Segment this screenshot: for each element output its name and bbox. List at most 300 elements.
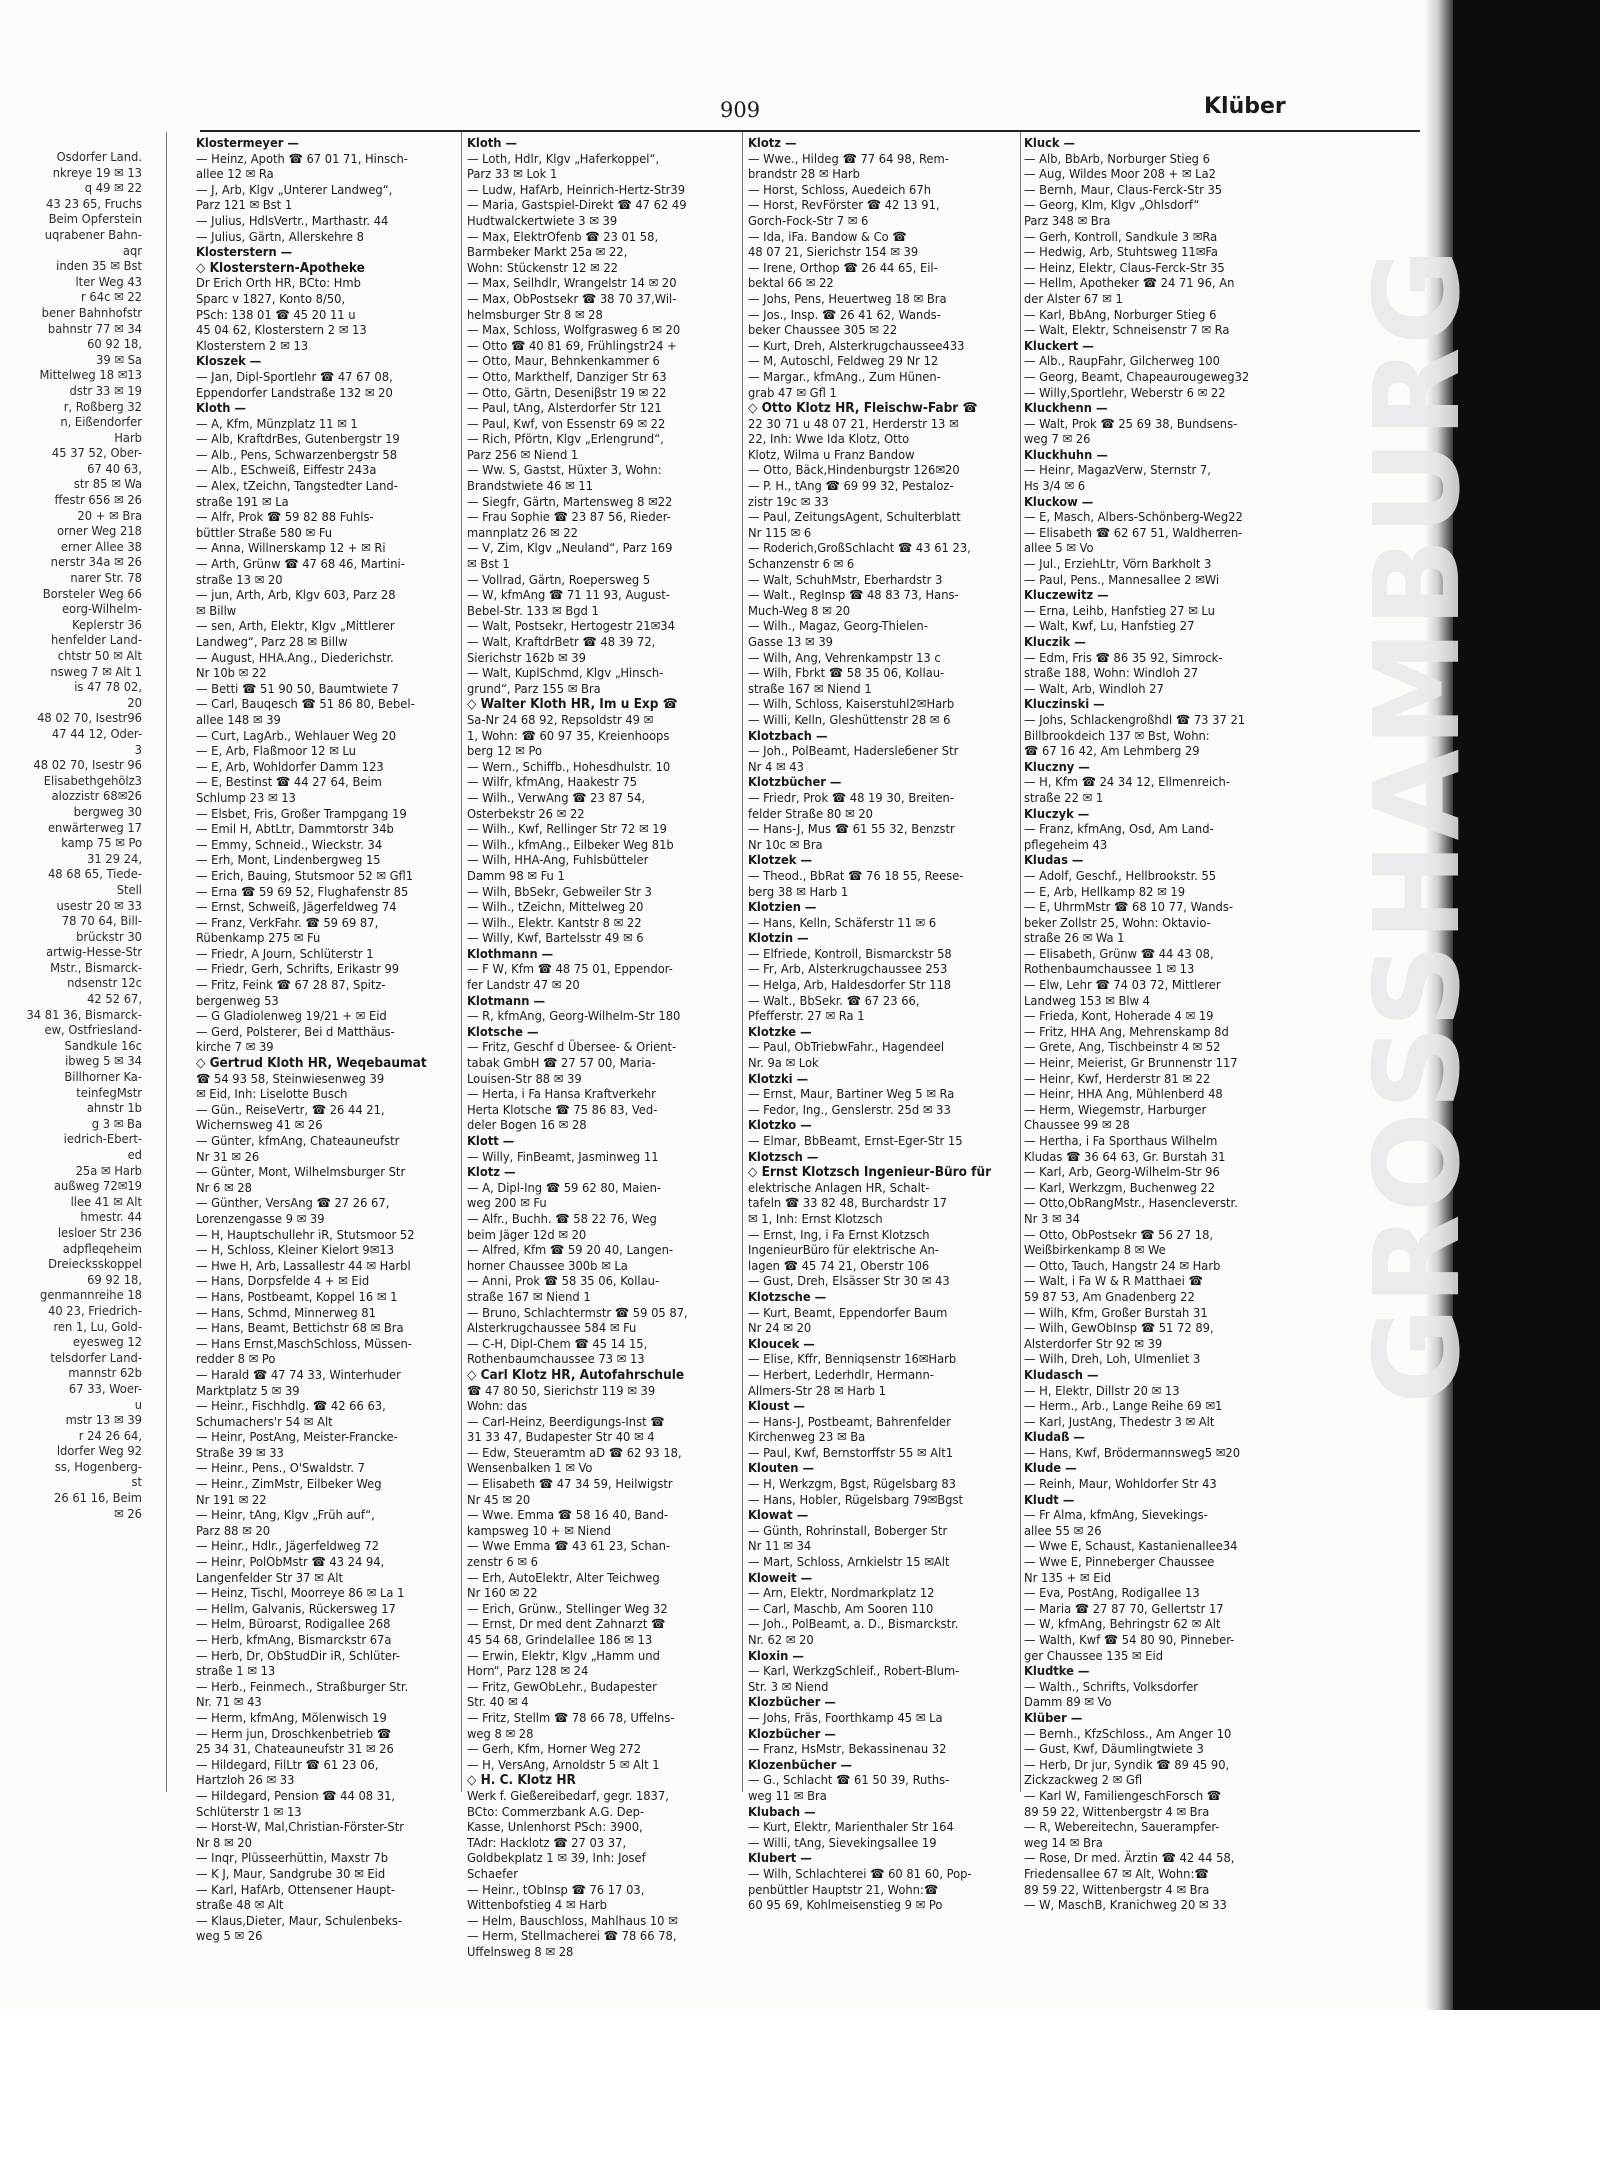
directory-entry-line: Parz 33 ✉ Lok 1 [467,167,558,183]
left-page-fragment-line: uqrabener Bahn- [44,227,142,243]
left-page-fragment-line: teinfegMstr [76,1085,142,1101]
surname-heading: Klotzbach — [748,728,828,744]
header-rule [200,130,1420,132]
directory-entry-line: Goldbekplatz 1 ✉ 39, Inh: Josef [467,1851,646,1867]
directory-entry-line: Nr 6 ✉ 28 [196,1180,252,1196]
directory-column-4 [1024,136,1292,1914]
directory-entry-line: — Theod., BbRat ☎ 76 18 55, Reese- [748,868,964,884]
directory-entry-line: Klotz, Wilma u Franz Bandow [748,447,915,463]
directory-entry-line: — Heinr, tAng, Klgv „Früh auf“, [196,1508,375,1524]
directory-entry-line: — Elise, Kffr, Benniqsenstr 16✉Harb [748,1352,957,1368]
directory-entry-line: — Hedwig, Arb, Stuhtsweg 11✉Fa [1024,245,1218,261]
directory-entry-line: — Hans, Hobler, Rügelsbarg 79✉Bgst [748,1492,963,1508]
directory-entry-line: Friedensallee 67 ✉ Alt, Wohn:☎ [1024,1866,1209,1882]
directory-entry-line: allee 12 ✉ Ra [196,167,274,183]
directory-entry-line: ◇ Otto Klotz HR, Fleischw-Fabr ☎ [748,400,978,417]
directory-entry-line: — Elisabeth ☎ 62 67 51, Waldherren- [1024,525,1243,541]
directory-entry-line: — Karl, Werkzgm, Buchenweg 22 [1024,1180,1216,1196]
directory-entry-line: — Karl, BbAng, Norburger Stieg 6 [1024,307,1217,323]
directory-entry-line: — Erh, AutoElektr, Alter Teichweg [467,1570,660,1586]
directory-entry-line: Klosterstern 2 ✉ 13 [196,338,309,354]
surname-heading: Klothmann — [467,946,554,962]
directory-entry-line: — Herb., Feinmech., Straßburger Str. [196,1679,409,1695]
directory-entry-line: — Ww. S, Gastst, Hüxter 3, Wohn: [467,463,662,479]
surname-heading: Kludt — [1024,1492,1075,1508]
left-page-fragment-line: 20 [127,695,142,711]
directory-entry-line: — Willi, tAng, Sievekingsallee 19 [748,1835,937,1851]
directory-entry-line: — Hans, Kelln, Schäferstr 11 ✉ 6 [748,915,937,931]
directory-entry-line: — Herbert, Lederhdlr, Hermann- [748,1367,934,1383]
directory-entry-line: — Bruno, Schlachtermstr ☎ 59 05 87, [467,1305,688,1321]
directory-entry-line: — Alfr., Buchh. ☎ 58 22 76, Weg [467,1211,657,1227]
directory-entry-line: — Willy, Kwf, Bartelsstr 49 ✉ 6 [467,931,644,947]
directory-entry-line: — H, VersAng, Arnoldstr 5 ✉ Alt 1 [467,1757,660,1773]
directory-entry-line: deler Bogen 16 ✉ 28 [467,1118,587,1134]
directory-entry-line: — Walt, Elektr, Schneisenstr 7 ✉ Ra [1024,323,1230,339]
directory-entry-line: — Arn, Elektr, Nordmarkplatz 12 [748,1586,935,1602]
directory-entry-line: ✉ Eid, Inh: Liselotte Busch [196,1087,348,1103]
directory-entry-line: Nr 191 ✉ 22 [196,1492,267,1508]
directory-entry-line: zistr 19c ✉ 33 [748,494,829,510]
directory-entry-line: Straße 39 ✉ 33 [196,1445,284,1461]
surname-heading: Klotzki — [748,1071,809,1087]
directory-entry-line: — Walt, Postsekr, Hertogestr 21✉34 [467,619,675,635]
directory-entry-line: Nr 135 + ✉ Eid [1024,1570,1112,1586]
directory-entry-line: — Wilh, HHA-Ang, Fuhlsbütteler [467,853,649,869]
directory-entry-line: — Ernst, Dr med dent Zahnarzt ☎ [467,1617,666,1633]
left-page-fragment-line: aqr [122,243,142,259]
directory-entry-line: — August, HHA.Ang., Diederichstr. [196,650,394,666]
directory-entry-line: — Curt, LagArb., Wehlauer Weg 20 [196,728,397,744]
directory-entry-line: Sierichstr 162b ✉ 39 [467,650,586,666]
directory-entry-line: straße 48 ✉ Alt [196,1898,284,1914]
page-number: 909 [720,98,761,122]
directory-entry-line: — Jul., ErziehLtr, Vörn Barkholt 3 [1024,557,1212,573]
left-page-fragment-line: ndsenstr 12c [67,976,142,992]
left-page-fragment-line: 60 92 18, [87,337,142,353]
left-page-fragment-line: 48 02 70, Isestr96 [37,711,142,727]
left-page-fragment-line: ffestr 656 ✉ 26 [54,493,142,509]
directory-entry-line: Schaefer [467,1866,518,1882]
surname-heading: Kluczewitz — [1024,588,1109,604]
directory-entry-line: — Kurt, Beamt, Eppendorfer Baum [748,1305,948,1321]
surname-heading: Klott — [467,1134,515,1149]
directory-entry-line: — sen, Arth, Elektr, Klgv „Mittlerer [196,619,395,635]
directory-entry-line: — Günther, VersAng ☎ 27 26 67, [196,1196,390,1212]
left-page-fragment-line: 31 29 24, [87,851,142,867]
directory-entry-line: 89 59 22, Wittenbergstr 4 ✉ Bra [1024,1882,1210,1898]
directory-entry-line: — Karl, Arb, Georg-Wilhelm-Str 96 [1024,1165,1220,1181]
directory-entry-line: Wensenbalken 1 ✉ Vo [467,1461,593,1477]
directory-entry-line: — Heinz, Elektr, Claus-Ferck-Str 35 [1024,260,1225,276]
directory-entry-line: 25 34 31, Chateauneufstr 31 ✉ 26 [196,1742,394,1758]
surname-heading: Klouten — [748,1461,815,1477]
surname-heading: Klotzbücher — [748,775,842,791]
directory-entry-line: Eppendorfer Landstraße 132 ✉ 20 [196,385,393,401]
directory-entry-line: — Walt., BbSekr. ☎ 67 23 66, [748,993,920,1009]
surname-heading: Kluckhuhn — [1024,447,1108,463]
directory-entry-line: — R, Webereitechn, Sauerampfer- [1024,1820,1220,1836]
left-page-fragment-line: usestr 20 ✉ 33 [56,898,142,914]
surname-heading: Kludasch — [1024,1367,1099,1383]
column-separator [461,132,462,1792]
surname-heading: Klubert — [748,1851,812,1867]
directory-entry-line: ◇ Ernst Klotzsch Ingenieur-Büro für [748,1164,992,1181]
directory-entry-line: — Maria, Gastspiel-Direkt ☎ 47 62 49 [467,198,687,214]
directory-entry-line: Nr 31 ✉ 26 [196,1149,260,1165]
left-page-fragment-line: Billhorner Ka- [64,1070,142,1086]
directory-entry-line: — Bernh, Maur, Claus-Ferck-Str 35 [1024,182,1223,198]
surname-heading: Kludas — [1024,853,1084,869]
left-page-fragment-line: artwig-Hesse-Str [46,945,142,961]
directory-entry-line: 1, Wohn: ☎ 60 97 35, Kreienhoops [467,728,670,744]
directory-entry-line: grab 47 ✉ Gfl 1 [748,385,837,401]
directory-entry-line: Rübenkamp 275 ✉ Fu [196,931,321,947]
directory-entry-line: — Willy,Sportlehr, Weberstr 6 ✉ 22 [1024,385,1226,401]
directory-entry-line: — Walth., Schrifts, Volksdorfer [1024,1679,1199,1695]
surname-heading: Klotzko — [748,1118,812,1134]
running-head: Klüber [1204,94,1286,119]
left-page-fragment-line: henfelder Land- [50,633,142,649]
directory-entry-line: Chaussee 99 ✉ 28 [1024,1118,1130,1134]
directory-entry-line: horner Chaussee 300b ✉ La [467,1258,628,1274]
directory-entry-line: — Fritz, Geschf d Übersee- & Orient- [467,1040,677,1056]
directory-entry-line: Hudtwalckertwiete 3 ✉ 39 [467,213,618,229]
directory-entry-line: — Heinr., Fischhdlg. ☎ 42 66 63, [196,1399,386,1415]
left-page-fragment-line: nsweg 7 ✉ Alt 1 [50,664,142,680]
directory-entry-line: — Karl W, FamiliengeschForsch ☎ [1024,1788,1222,1804]
directory-entry-line: — Walt, Kwf, Lu, Hanfstieg 27 [1024,619,1195,635]
directory-entry-line: BCto: Commerzbank A.G. Dep- [467,1804,645,1820]
directory-entry-line: beker Chaussee 305 ✉ 22 [748,323,898,339]
directory-entry-line: — Otto ☎ 40 81 69, Frühlingstr24 + [467,338,677,354]
directory-entry-line: — Walt, SchuhMstr, Eberhardstr 3 [748,572,943,588]
left-page-fragment-line: 47 44 12, Oder- [51,726,142,742]
directory-entry-line: bektal 66 ✉ 22 [748,276,834,292]
directory-entry-line: Nr 8 ✉ 20 [196,1835,252,1851]
directory-entry-line: Damm 98 ✉ Fu 1 [467,868,565,884]
directory-entry-line: — P. H., tAng ☎ 69 99 32, Pestaloz- [748,479,954,495]
directory-entry-line: — Fedor, Ing., Genslerstr. 25d ✉ 33 [748,1102,951,1118]
directory-entry-line: — Franz, HsMstr, Bekassinenau 32 [748,1742,947,1758]
directory-entry-line: der Alster 67 ✉ 1 [1024,291,1123,307]
directory-entry-line: Nr 3 ✉ 34 [1024,1211,1080,1227]
directory-entry-line: weg 200 ✉ Fu [467,1196,547,1212]
surname-heading: Klotz — [748,136,797,151]
directory-entry-line: Nr 10c ✉ Bra [748,837,823,853]
directory-entry-line: — Heinz, Apoth ☎ 67 01 71, Hinsch- [196,151,408,167]
directory-entry-line: straße 188, Wohn: Windloh 27 [1024,666,1199,682]
directory-entry-line: Schumachers'r 54 ✉ Alt [196,1414,333,1430]
directory-entry-line: — Karl, WerkzgSchleif., Robert-Blum- [748,1664,960,1680]
directory-entry-line: — H, Hauptschullehr iR, Stutsmoor 52 [196,1227,415,1243]
directory-entry-line: Uffelnsweg 8 ✉ 28 [467,1944,574,1960]
directory-entry-line: Schlüterstr 1 ✉ 13 [196,1804,302,1820]
directory-entry-line: — Herb, kfmAng, Bismarckstr 67a [196,1633,392,1648]
left-page-fragment-line: 39 ✉ Sa [96,352,142,368]
directory-entry-line: — Carl, Maschb, Am Sooren 110 [748,1601,934,1617]
directory-entry-line: — Eva, PostAng, Rodigallee 13 [1024,1586,1200,1602]
directory-entry-line: — Hans Ernst,MaschSchloss, Müssen- [196,1336,412,1352]
directory-entry-line: — V, Zim, Klgv „Neuland“, Parz 169 [467,541,673,557]
directory-entry-line: — Walth, Kwf ☎ 54 80 90, Pinneber- [1024,1633,1235,1648]
directory-entry-line: lagen ☎ 45 74 21, Oberstr 106 [748,1258,930,1274]
directory-entry-line: — Bernh., KfzSchloss., Am Anger 10 [1024,1726,1232,1742]
directory-entry-line: ger Chaussee 135 ✉ Eid [1024,1648,1164,1664]
surname-heading: Klotsche — [467,1024,539,1040]
directory-entry-line: — E, Arb, Hellkamp 82 ✉ 19 [1024,884,1186,900]
directory-entry-line: weg 11 ✉ Bra [748,1788,827,1804]
directory-entry-line: — Johs, Schlackengroßhdl ☎ 73 37 21 [1024,712,1246,728]
left-page-fragment-line: n, Eißendorfer [60,415,142,431]
directory-entry-line: — Paul, Pens., Mannesallee 2 ✉Wi [1024,572,1220,588]
directory-entry-line: — Margar., kfmAng., Zum Hünen- [748,369,941,385]
directory-entry-line: penbüttler Hauptstr 21, Wohn:☎ [748,1882,939,1898]
directory-entry-line: — Wern., Schiffb., Hohesdhulstr. 10 [467,759,671,775]
directory-entry-line: — Alb, BbArb, Norburger Stieg 6 [1024,151,1210,167]
column-separator [742,132,743,1792]
directory-entry-line: helmsburger Str 8 ✉ 28 [467,307,603,323]
directory-entry-line: — Otto,ObRangMstr., Hasencleverstr. [1024,1196,1238,1212]
directory-entry-line: Much-Weg 8 ✉ 20 [748,603,851,619]
directory-entry-line: berg 12 ✉ Po [467,744,543,760]
directory-entry-line: Sparc v 1827, Konto 8/50, [196,291,346,307]
directory-entry-line: — H, Elektr, Dillstr 20 ✉ 13 [1024,1383,1180,1399]
directory-entry-line: — H, Werkzgm, Bgst, Rügelsbarg 83 [748,1477,956,1493]
directory-entry-line: Kludas ☎ 36 64 63, Gr. Burstah 31 [1024,1149,1226,1165]
directory-entry-line: — Edw, Steueramtm aD ☎ 62 93 18, [467,1445,682,1461]
directory-entry-line: ◇ H. C. Klotz HR [467,1772,576,1789]
surname-heading: Kludaß — [1024,1430,1085,1446]
directory-entry-line: — Horst-W, Mal,Christian-Förster-Str [196,1820,404,1836]
directory-entry-line: Nr 11 ✉ 34 [748,1539,812,1555]
directory-entry-line: — Georg, Klm, Klgv „Ohlsdorf“ [1024,198,1200,214]
directory-entry-line: — Wilh., Magaz, Georg-Thielen- [748,619,928,635]
directory-entry-line: — Walt, KuplSchmd, Klgv „Hinsch- [467,666,664,682]
directory-entry-line: straße 22 ✉ 1 [1024,790,1104,806]
directory-entry-line: Wichernsweg 41 ✉ 26 [196,1118,323,1134]
directory-entry-line: — Friedr, A Journ, Schlüterstr 1 [196,946,374,962]
directory-entry-line: — Wilh, Fbrkt ☎ 58 35 06, Kollau- [748,666,945,682]
directory-entry-line: Damm 89 ✉ Vo [1024,1695,1112,1711]
directory-entry-line: — Max, Seilhdlr, Wrangelstr 14 ✉ 20 [467,276,677,292]
directory-entry-line: straße 1 ✉ 13 [196,1664,276,1680]
directory-entry-line: — W, MaschB, Kranichweg 20 ✉ 33 [1024,1898,1227,1914]
directory-entry-line: ✉ Billw [196,603,237,619]
directory-entry-line: — E, Masch, Albers-Schönberg-Weg22 [1024,510,1243,526]
left-page-fragment-line: 48 68 65, Tiede- [47,867,142,883]
directory-entry-line: — Joh., PolBeamt, Hadersleбener Str [748,744,959,760]
directory-entry-line: Landweg“, Parz 28 ✉ Billw [196,635,348,650]
directory-entry-line: — Frieda, Kont, Hoherade 4 ✉ 19 [1024,1009,1214,1025]
spine-title [1348,844,1486,1404]
surname-heading: Klotzke — [748,1024,812,1040]
directory-entry-line: — Arth, Grünw ☎ 47 68 46, Martini- [196,557,405,573]
surname-heading: Kloxin — [748,1648,804,1664]
directory-entry-line: — Klaus,Dieter, Maur, Schulenbeks- [196,1913,403,1929]
directory-entry-line: Lorenzengasse 9 ✉ 39 [196,1211,325,1227]
surname-heading: Klubach — [748,1804,816,1820]
directory-entry-line: — Carl, Bauqesch ☎ 51 86 80, Bebel- [196,697,415,713]
left-page-fragment-line: 42 52 67, [87,992,142,1008]
directory-entry-line: — Paul, ObTriebwFahr., Hagendeel [748,1040,945,1056]
left-page-fragment-line: nerstr 34a ✉ 26 [50,555,142,571]
directory-entry-line: Wohn: Stückenstr 12 ✉ 22 [467,260,619,276]
directory-entry-line: — E, Arb, Wohldorfer Damm 123 [196,759,384,775]
directory-entry-line: — Paul, tAng, Alsterdorfer Str 121 [467,401,662,417]
directory-entry-line: — Irene, Orthop ☎ 26 44 65, Eil- [748,260,938,276]
surname-heading: Kluckert — [1024,338,1094,354]
surname-heading: Klotzsch — [748,1149,819,1165]
directory-entry-line: — Frau Sophie ☎ 23 87 56, Rieder- [467,510,671,526]
directory-entry-line: — Alb., Pens, Schwarzenbergstr 58 [196,447,398,463]
surname-heading: Kluckow — [1024,494,1094,510]
directory-entry-line: — Rose, Dr med. Ärztin ☎ 42 44 58, [1024,1851,1235,1867]
left-page-fragment-line: iedrich-Ebert- [63,1132,142,1148]
directory-entry-line: — Elw, Lehr ☎ 74 03 72, Mittlerer [1024,978,1221,994]
directory-entry-line: — Heinr, PostAng, Meister-Francke- [196,1430,398,1446]
directory-entry-line: Rothenbaumchaussee 1 ✉ 13 [1024,962,1195,978]
directory-entry-line: — Wilh, Schlachterei ☎ 60 81 60, Pop- [748,1866,972,1882]
directory-entry-line: — Jan, Dipl-Sportlehr ☎ 47 67 08, [196,369,393,385]
directory-entry-line: ◇ Gertrud Kloth HR, Weqebaumat [196,1055,427,1072]
left-page-fragment-line: telsdorfer Land- [50,1350,142,1366]
left-page-fragment-line: ren 1, Lu, Gold- [53,1319,142,1335]
directory-entry-line: — Julius, HdlsVertr., Marthastr. 44 [196,213,389,229]
directory-entry-line: Nr 4 ✉ 43 [748,759,804,775]
surname-heading: Klosterstern — [196,245,293,261]
left-page-fragment-line: lter Weg 43 [75,274,142,290]
surname-heading: Kluck — [1024,136,1076,151]
directory-entry-line: — Günter, kfmAng, Chateauneufstr [196,1134,400,1149]
directory-entry-line: Werk f. Gießereibedarf, gegr. 1837, [467,1788,669,1804]
directory-entry-line: — Wilh., kfmAng., Eilbeker Weg 81b [467,837,674,853]
surname-heading: Kluczinski — [1024,697,1105,713]
directory-entry-line: Marktplatz 5 ✉ 39 [196,1383,300,1399]
surname-heading: Klotzien — [748,900,817,916]
column-separator [166,132,167,1792]
directory-entry-line: — Otto, Tauch, Hangstr 24 ✉ Harb [1024,1258,1221,1274]
left-page-fragment-line: q 49 ✉ 22 [84,181,142,197]
directory-entry-line: Parz 121 ✉ Bst 1 [196,198,293,214]
directory-entry-line: — Günter, Mont, Wilhelmsburger Str [196,1165,406,1181]
directory-entry-line: — Heinr., Hdlr., Jägerfeldweg 72 [196,1539,379,1555]
directory-entry-line: — Adolf, Geschf., Hellbrookstr. 55 [1024,868,1217,884]
left-page-fragment-line: mstr 13 ✉ 39 [65,1413,142,1429]
directory-entry-line: Nr 10b ✉ 22 [196,666,267,682]
directory-entry-line: Horn“, Parz 128 ✉ 24 [467,1664,589,1680]
directory-entry-line: PSch: 138 01 ☎ 45 20 11 u [196,307,356,323]
directory-entry-line: — Jos., Insp. ☎ 26 41 62, Wands- [748,307,941,323]
left-page-fragment-line: nkreye 19 ✉ 13 [52,165,142,181]
directory-entry-line: — Walt, KraftdrBetr ☎ 48 39 72, [467,635,656,650]
directory-entry-line: berg 38 ✉ Harb 1 [748,884,849,900]
directory-entry-line: — Walt, Arb, Windloh 27 [1024,681,1164,697]
left-page-fragment-line: orner Weg 218 [57,524,142,540]
directory-entry-line: — Mart, Schloss, Arnkielstr 15 ✉Alt [748,1555,950,1571]
directory-entry-line: — Heinr., ZimMstr, Eilbeker Weg [196,1477,382,1493]
directory-entry-line: — Paul, Kwf, Bernstorffstr 55 ✉ Alt1 [748,1445,954,1461]
left-page-fragment-line: Harb [114,430,142,446]
directory-entry-line: — Fr Alma, kfmAng, Sievekings- [1024,1508,1208,1524]
left-page-fragment-line: außweg 72✉19 [53,1179,142,1195]
directory-entry-line: — Hertha, i Fa Sporthaus Wilhelm [1024,1134,1218,1149]
left-page-fragment-line: Elisabethgehölz3 [43,773,142,789]
directory-entry-line: kampsweg 10 + ✉ Niend [467,1523,611,1539]
directory-entry-line: — Reinh, Maur, Wohldorfer Str 43 [1024,1477,1217,1493]
directory-entry-line: — Otto, Gärtn, Deseniβstr 19 ✉ 22 [467,385,667,401]
directory-entry-line: — Gün., ReiseVertr, ☎ 26 44 21, [196,1102,385,1118]
directory-entry-line: — H, Kfm ☎ 24 34 12, Ellmenreich- [1024,775,1230,791]
left-page-fragment-line: 78 70 64, Bill- [61,914,142,930]
directory-entry-line: — Joh., PolBeamt, a. D., Bismarckstr. [748,1617,959,1633]
directory-entry-line: ◇ Klosterstern-Apotheke [196,259,365,276]
directory-entry-line: — Hans, Schmd, Minnerweg 81 [196,1305,376,1321]
left-page-fragment-line: ss, Hogenberg- [54,1459,142,1475]
left-page-fragment-line: ahnstr 1b [86,1101,142,1117]
left-page-fragment-line: narer Str. 78 [70,571,142,587]
directory-entry-line: — Kurt, Dreh, Alsterkrugchaussee433 [748,338,965,354]
directory-entry-line: 48 07 21, Sierichstr 154 ✉ 39 [748,245,919,261]
directory-entry-line: — Hans, Kwf, Brödermannsweg5 ✉20 [1024,1445,1241,1461]
directory-entry-line: kirche 7 ✉ 39 [196,1040,274,1056]
left-page-fragment-line: bahnstr 77 ✉ 34 [47,321,142,337]
directory-entry-line: — Hellm, Apotheker ☎ 24 71 96, An [1024,276,1235,292]
directory-column-3 [748,136,1018,1914]
surname-heading: Kloth — [467,136,518,151]
surname-heading: Klotzin — [748,931,809,947]
directory-entry-line: — Karl, JustAng, Thedestr 3 ✉ Alt [1024,1414,1215,1430]
directory-entry-line: Dr Erich Orth HR, BCto: Hmb [196,276,361,292]
directory-entry-line: — Otto, Maur, Behnkenkammer 6 [467,354,660,370]
left-page-fragment-line: 34 81 36, Bismarck- [26,1007,142,1023]
directory-entry-line: — F W, Kfm ☎ 48 75 01, Eppendor- [467,962,673,978]
directory-entry-line: — Anni, Prok ☎ 58 35 06, Kollau- [467,1274,660,1290]
directory-entry-line: 45 04 62, Klosterstern 2 ✉ 13 [196,323,367,339]
surname-heading: Kluczik — [1024,635,1086,650]
directory-entry-line: pflegeheim 43 [1024,837,1108,853]
directory-entry-line: ◇ Carl Klotz HR, Autofahrschule [467,1366,685,1383]
directory-entry-line: — Elisabeth, Grünw ☎ 44 43 08, [1024,946,1214,962]
directory-entry-line: weg 5 ✉ 26 [196,1929,263,1945]
directory-entry-line: — Wilh, Dreh, Loh, Ulmenliet 3 [1024,1352,1201,1368]
directory-entry-line: — Franz, kfmAng, Osd, Am Land- [1024,822,1214,838]
directory-entry-line: — Günth, Rohrinstall, Boberger Str [748,1523,948,1539]
directory-entry-line: — Willy, FinBeamt, Jasminweg 11 [467,1149,659,1165]
directory-entry-line: — Vollrad, Gärtn, Roepersweg 5 [467,572,651,588]
directory-entry-line: — Erich, Grünw., Stellinger Weg 32 [467,1601,668,1617]
directory-entry-line: Str. 3 ✉ Niend [748,1679,829,1695]
left-page-fragment-line: str 85 ✉ Wa [73,477,142,493]
directory-entry-line: — A, Kfm, Münzplatz 11 ✉ 1 [196,416,358,432]
left-page-fragment-line: 43 23 65, Fruchs [46,196,142,212]
left-page-fragment-line: dstr 33 ✉ 19 [69,383,142,399]
directory-entry-line: — Fritz, GewObLehr., Budapester [467,1679,657,1695]
page-bottom-margin [0,2010,1455,2177]
left-page-fragment-line: mannstr 62b [68,1366,142,1382]
left-page-fragment-line: Beim Opferstein [48,212,142,228]
directory-entry-line: — A, Dipl-Ing ☎ 59 62 80, Maien- [467,1180,662,1196]
left-page-fragment-line: hmestr. 44 [80,1210,142,1226]
directory-entry-line: 89 59 22, Wittenbergstr 4 ✉ Bra [1024,1804,1210,1820]
left-page-fragment-line: Osdorfer Land. [56,150,142,165]
surname-heading: Kluczyk — [1024,806,1090,822]
directory-entry-line: 22, Inh: Wwe Ida Klotz, Otto [748,432,910,448]
directory-entry-line: zenstr 6 ✉ 6 [467,1555,538,1571]
directory-entry-line: — Emil H, AbtLtr, Dammtorstr 34b [196,822,394,838]
directory-entry-line: straße 191 ✉ La [196,494,289,510]
directory-entry-line: — Wilfr, kfmAng, Haakestr 75 [467,775,638,791]
